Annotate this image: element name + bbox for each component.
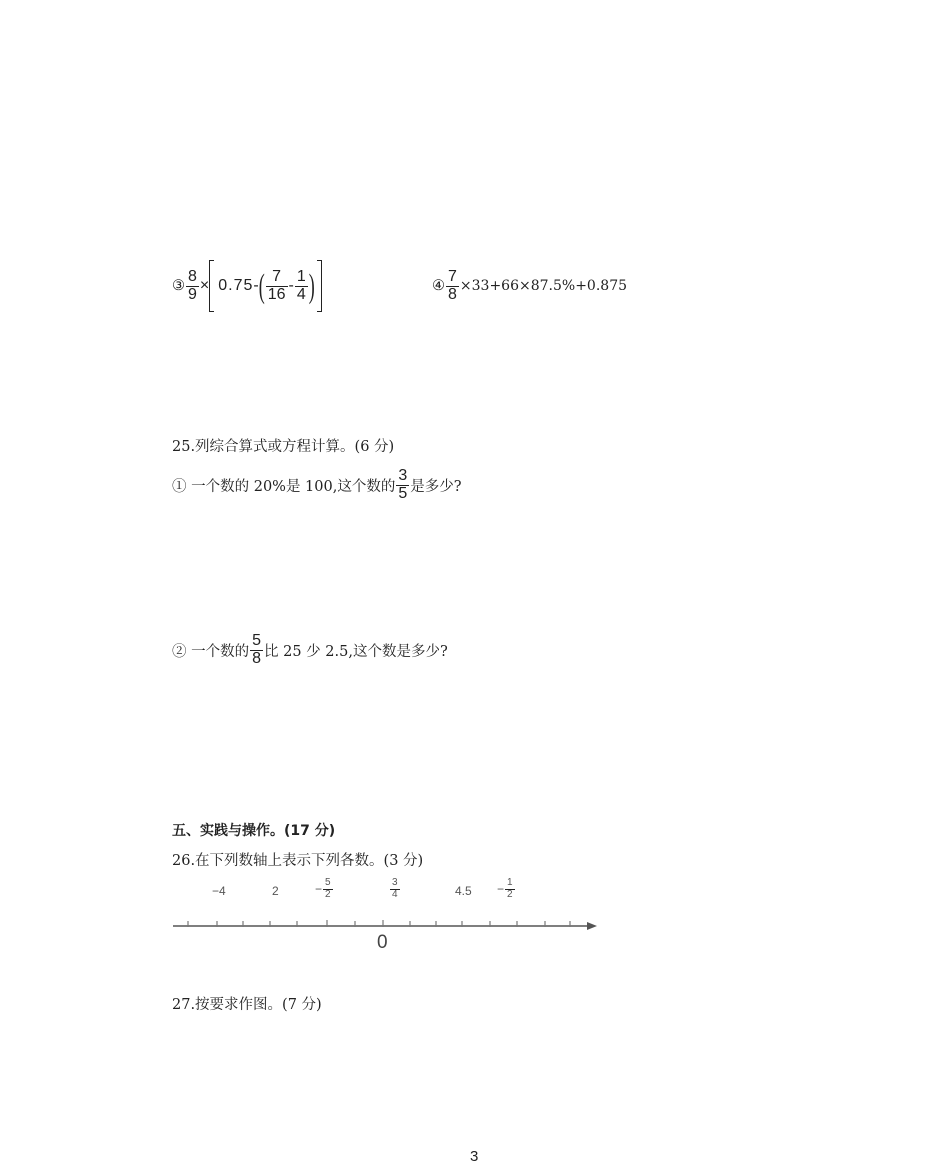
numberline-label: 2 [272, 884, 279, 898]
numberline-fraction-label [315, 878, 334, 900]
numerator: 1 [507, 877, 513, 888]
denominator: 4 [392, 888, 398, 900]
numerator: 3 [398, 466, 408, 484]
arrow-head [587, 922, 597, 930]
numerator: 8 [188, 267, 197, 285]
left-paren: ( [258, 266, 265, 305]
question-text: ① 一个数的 20%是 100,这个数的 [172, 478, 396, 495]
q27-title: 27.按要求作图。(7 分) [172, 997, 322, 1013]
numerator: 3 [392, 877, 398, 888]
numberline-fraction-label [497, 878, 516, 900]
fraction [266, 269, 288, 304]
fraction [186, 269, 199, 304]
denominator: 2 [507, 888, 513, 900]
q25-item1 [172, 462, 462, 508]
times-sign: × [199, 277, 210, 294]
q24-item4 [432, 262, 627, 310]
fraction [390, 878, 400, 900]
fraction [446, 269, 459, 304]
q26-title: 26.在下列数轴上表示下列各数。(3 分) [172, 853, 424, 869]
q25-title: 25.列综合算式或方程计算。(6 分) [172, 439, 395, 455]
decimal-value: 0.75 [218, 277, 254, 294]
denominator: 8 [252, 649, 262, 667]
fraction [250, 633, 263, 668]
denominator: 4 [296, 285, 306, 303]
denominator: 5 [398, 484, 408, 502]
fraction [295, 269, 308, 304]
minus-sign: − [315, 882, 323, 896]
numerator: 7 [272, 267, 282, 285]
section-heading: 五、实践与操作。(17 分) [172, 823, 336, 839]
right-paren: ) [308, 266, 315, 305]
denominator: 2 [325, 888, 331, 900]
q24-item3 [172, 258, 322, 314]
expression: ×33+66×87.5%+0.875 [459, 278, 628, 294]
numerator: 7 [448, 267, 457, 285]
numberline-fraction-label [389, 878, 401, 900]
left-bracket [209, 260, 214, 312]
minus-sign: - [253, 277, 259, 294]
q25-item2 [172, 627, 448, 673]
numberline-zero-label: 0 [377, 932, 388, 953]
numerator: 5 [252, 631, 262, 649]
item-marker: ③ [172, 278, 185, 294]
question-text: 比 25 少 2.5,这个数是多少? [264, 643, 448, 660]
fraction [323, 878, 333, 900]
page-number: 3 [470, 1148, 479, 1165]
item-marker: ④ [432, 278, 445, 294]
fraction [505, 878, 515, 900]
question-text: 是多少? [410, 478, 462, 495]
numberline-label: 4.5 [455, 884, 472, 898]
right-bracket [317, 260, 322, 312]
minus-sign: − [497, 882, 505, 896]
numerator: 5 [325, 877, 331, 888]
question-text: ② 一个数的 [172, 643, 250, 660]
numerator: 1 [296, 267, 306, 285]
number-line [170, 912, 610, 940]
denominator: 8 [448, 285, 457, 303]
denominator: 9 [188, 285, 197, 303]
denominator: 16 [267, 285, 286, 303]
numberline-label: −4 [212, 884, 226, 898]
fraction [396, 468, 409, 503]
minus-sign: - [288, 277, 294, 294]
